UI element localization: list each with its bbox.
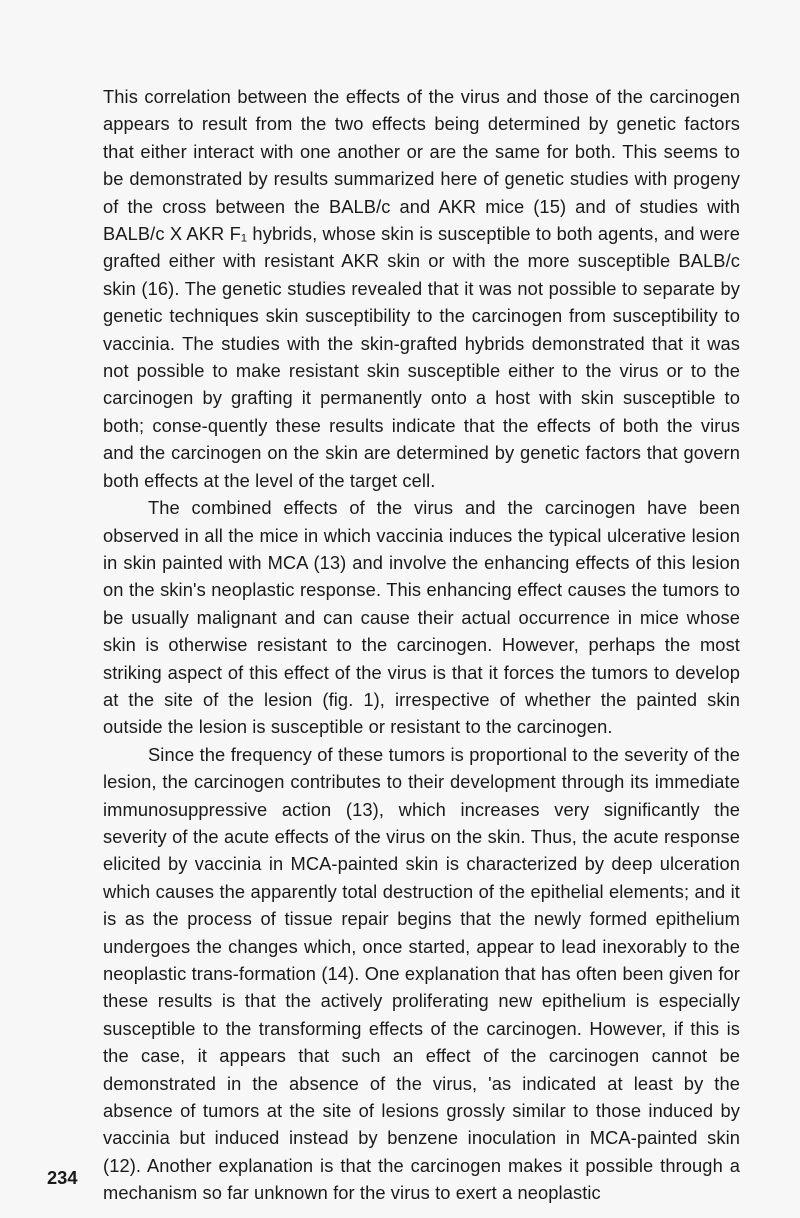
paragraph-3: Since the frequency of these tumors is proportional to the severity of the lesion, the carcinogen contributes to their development through its immediate immunosuppressive action (13), which increases very significantly the severity of the acute effects of the virus on the skin. Thus, the acute response elicited by vaccinia in MCA-painted skin is characterized by deep ulceration which causes the apparently total destruction of the epithelial elements; and it is as the process of tissue repair begins that the newly formed epithelium undergoes the changes which, once started, appear to lead inexorably to the neoplastic trans-formation (14). One explanation that has often been given for these results is that the actively proliferating new epithelium is especially susceptible to the transforming effects of the carcinogen. However, if this is the case, it appears that such an effect of the carcinogen cannot be demonstrated in the absence of the virus, 'as indicated at least by the absence of tumors at the site of lesions grossly similar to those induced by vaccinia but induced instead by benzene inoculation in MCA-painted skin (12). Another explanation is that the carcinogen makes it possible through a mechanism so far unknown for the virus to exert a neoplastic	[103, 743, 740, 1204]
page-number: 234	[47, 1167, 78, 1188]
body-text	[103, 83, 740, 1207]
paragraph-2: The combined effects of the virus and the carcinogen have been observed in all the mice in which vaccinia induces the typical ulcerative lesion in skin painted with MCA (13) and involve the enhancing effects of this lesion on the skin's neoplastic response. This enhancing effect causes the tumors to be usually malignant and can cause their actual occurrence in mice whose skin is otherwise resistant to the carcinogen. However, perhaps the most striking aspect of this effect of the virus is that it forces the tumors to develop at the site of the lesion (fig. 1), irrespective of whether the painted skin outside the lesion is susceptible or resistant to the carcinogen.	[103, 497, 740, 738]
paragraph-1: This correlation between the effects of the virus and those of the carcinogen appears to result from the two effects being determined by genetic factors that either interact with one another or are the same for both. This seems to be demonstrated by results summarized here of genetic studies with progeny of the cross between the BALB/c and AKR mice (15) and of studies with BALB/c X AKR F₁ hybrids, whose skin is susceptible to both agents, and were grafted either with resistant AKR skin or with the more susceptible BALB/c skin (16). The genetic studies revealed that it was not possible to separate by genetic techniques skin susceptibility to the carcinogen from susceptibility to vaccinia. The studies with the skin-grafted hybrids demonstrated that it was not possible to make resistant skin susceptible either to the virus or to the carcinogen by grafting it permanently onto a host with skin susceptible to both; conse-quently these results indicate that the effects of both the virus and the carcinogen on the skin are determined by genetic factors that govern both effects at the level of the target cell.	[103, 86, 740, 491]
